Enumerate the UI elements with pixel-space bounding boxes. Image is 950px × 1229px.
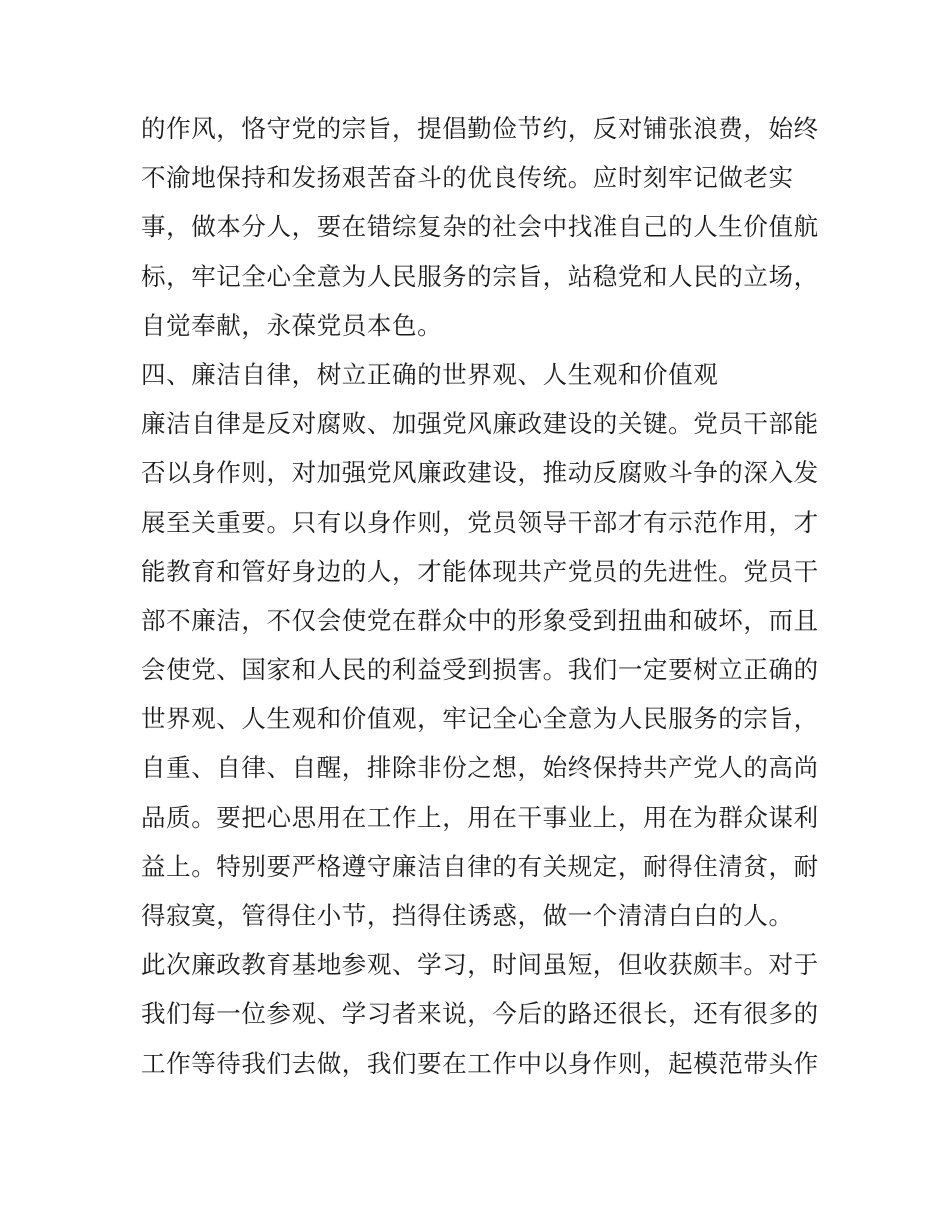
text-line: 自重、自律、自醒，排除非份之想，始终保持共产党人的高尚 [141, 753, 819, 783]
section-heading: 四、廉洁自律，树立正确的世界观、人生观和价值观 [141, 359, 719, 389]
text-line: 得寂寞，管得住小节，挡得住诱惑，做一个清清白白的人。 [141, 901, 794, 930]
text-line: 的作风，恪守党的宗旨，提倡勤俭节约，反对铺张浪费，始终 [141, 114, 819, 143]
text-line: 益上。特别要严格遵守廉洁自律的有关规定，耐得住清贫，耐 [141, 851, 819, 881]
text-line: 不渝地保持和发扬艰苦奋斗的优良传统。应时刻牢记做老实 [141, 163, 794, 193]
text-line: 能教育和管好身边的人，才能体现共产党员的先进性。党员干 [141, 556, 819, 586]
document-body [141, 104, 821, 1088]
text-line: 事，做本分人，要在错综复杂的社会中找准自己的人生价值航 [141, 212, 819, 242]
text-line: 部不廉洁，不仅会使党在群众中的形象受到扭曲和破坏，而且 [141, 605, 819, 635]
text-line: 会使党、国家和人民的利益受到损害。我们一定要树立正确的 [141, 655, 819, 685]
text-line: 世界观、人生观和价值观，牢记全心全意为人民服务的宗旨， [141, 704, 819, 734]
text-line: 否以身作则，对加强党风廉政建设，推动反腐败斗争的深入发 [141, 458, 819, 488]
text-line: 我们每一位参观、学习者来说，今后的路还很长，还有很多的 [141, 999, 819, 1029]
text-line: 展至关重要。只有以身作则，党员领导干部才有示范作用，才 [141, 507, 819, 537]
text-line: 标，牢记全心全意为人民服务的宗旨，站稳党和人民的立场， [141, 261, 819, 291]
text-line: 自觉奉献，永葆党员本色。 [141, 310, 443, 340]
text-line: 此次廉政教育基地参观、学习，时间虽短，但收获颇丰。对于 [141, 950, 819, 980]
text-line: 工作等待我们去做，我们要在工作中以身作则，起模范带头作 [141, 1048, 819, 1078]
text-line: 廉洁自律是反对腐败、加强党风廉政建设的关键。党员干部能 [141, 409, 819, 439]
text-line: 品质。要把心思用在工作上，用在干事业上，用在为群众谋利 [141, 802, 819, 832]
